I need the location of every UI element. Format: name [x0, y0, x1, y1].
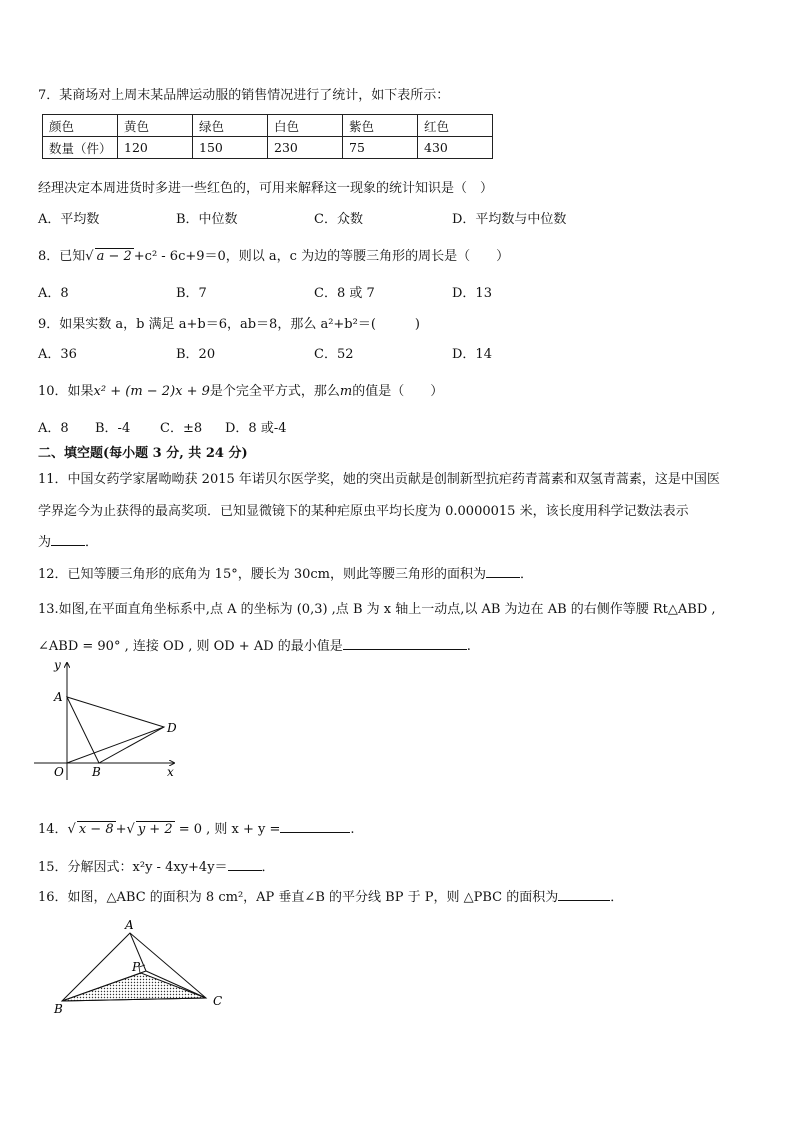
answer-blank: [558, 888, 610, 901]
sqrt-expression: √ a − 2: [85, 249, 132, 264]
q15-stem: [38, 856, 275, 875]
table-cell: 黄色: [118, 115, 193, 137]
label-p: P: [132, 960, 141, 974]
q13-line1: 13.如图,在平面直角坐标系中,点 A 的坐标为 (0,3) ,点 B 为 x 轴上一动点,以 AB 为边在 AB 的右侧作等腰 Rt△ABD ,: [38, 602, 716, 617]
answer-blank: [343, 637, 467, 650]
q9-option-d: D．14: [452, 347, 492, 362]
label-a: A: [54, 690, 63, 704]
shaded-triangle-pbc: [62, 973, 206, 1001]
section-heading: 二、填空题(每小题 3 分, 共 24 分): [38, 446, 248, 461]
q11-line3-b: ．: [85, 535, 99, 550]
q16-text: 16．如图，△ABC 的面积为 8 cm²，AP 垂直∠B 的平分线 BP 于 P，则 △PBC 的面积为: [38, 890, 559, 905]
q7-question: 经理决定本周进货时多进一些红色的，可用来解释这一现象的统计知识是（ ）: [38, 181, 494, 196]
q8-option-b: B．7: [176, 286, 207, 301]
q10-stem: [38, 380, 443, 399]
q9-option-a: A．36: [38, 347, 77, 362]
label-x: x: [167, 765, 174, 779]
label-a: A: [125, 918, 134, 932]
q13-end: .: [466, 639, 471, 654]
q11-line3: [38, 531, 98, 550]
q9-option-b: B．20: [176, 347, 216, 362]
q14-eq: = 0 , 则 x + y =: [178, 822, 281, 837]
q15-end: ．: [261, 860, 275, 875]
label-c: C: [213, 994, 223, 1008]
q8-radicand: a − 2: [96, 249, 132, 264]
label-d: D: [167, 721, 177, 735]
table-cell: 白色: [268, 115, 343, 137]
q7-option-d: D．平均数与中位数: [452, 212, 567, 227]
sqrt-expression: √ y + 2: [126, 822, 173, 837]
label-y: y: [54, 658, 61, 672]
table-cell: 红色: [418, 115, 493, 137]
q7-option-a: A．平均数: [38, 212, 100, 227]
table-cell: 430: [418, 137, 493, 159]
q11-line2: 学界迄今为止获得的最高奖项．已知显微镜下的某种疟原虫平均长度为 0.0000015 米，该长度用科学记数法表示: [38, 504, 689, 519]
q13-line2-text: ∠ABD = 90° , 连接 OD , 则 OD + AD 的最小值是: [38, 639, 343, 654]
q8-stem: [38, 245, 509, 264]
label-b: B: [92, 765, 101, 779]
q13-figure: [34, 655, 194, 785]
q9-option-c: C．52: [314, 347, 354, 362]
segment-od: [67, 727, 164, 763]
q10-option-d: D．8 或-4: [225, 421, 287, 436]
q16-figure: [46, 915, 246, 1020]
q8-option-c: C．8 或 7: [314, 286, 375, 301]
table-cell: 150: [193, 137, 268, 159]
q8-rest: +c² - 6c+9＝0，则以 a，c 为边的等腰三角形的周长是（ ）: [133, 249, 510, 264]
q10-rest: 是个完全平方式，那么: [209, 384, 340, 399]
q11-line3-a: 为: [38, 535, 52, 550]
q7-stem: 7．某商场对上周末某品牌运动服的销售情况进行了统计，如下表所示：: [38, 88, 450, 103]
q15-text: 15．分解因式：x²y - 4xy+4y＝: [38, 860, 228, 875]
table-cell: 230: [268, 137, 343, 159]
q14-plus: +: [115, 822, 127, 837]
q10-tail: 的值是（ ）: [352, 384, 444, 399]
table-cell: 紫色: [343, 115, 418, 137]
q12-stem: [38, 563, 533, 582]
q8-option-a: A．8: [38, 286, 69, 301]
q8-num: 8．已知: [38, 249, 86, 264]
q14-num: 14．: [38, 822, 68, 837]
table-row: [43, 115, 493, 137]
q10-expression: x² + (m − 2)x + 9: [93, 384, 210, 399]
answer-blank: [228, 858, 262, 871]
q14-stem: [38, 818, 355, 837]
q13-line2: [38, 635, 471, 654]
label-b: B: [54, 1002, 63, 1016]
table-cell: 数量（件）: [43, 137, 118, 159]
q10-option-a: A．8: [38, 421, 69, 436]
q11-line1: 11．中国女药学家屠呦呦获 2015 年诺贝尔医学奖，她的突出贡献是创制新型抗疟药青蒿素和双氢青蒿素，这是中国医: [38, 472, 720, 487]
q10-option-b: B．-4: [95, 421, 131, 436]
q14-radicand-2: y + 2: [137, 822, 173, 837]
table-cell: 120: [118, 137, 193, 159]
sales-table: [42, 114, 493, 159]
q8-option-d: D．13: [452, 286, 492, 301]
table-cell: 绿色: [193, 115, 268, 137]
answer-blank: [51, 533, 85, 546]
q12-text: 12．已知等腰三角形的底角为 15°，腰长为 30cm，则此等腰三角形的面积为: [38, 567, 486, 582]
q10-option-c: C．±8: [160, 421, 203, 436]
table-row: [43, 137, 493, 159]
table-cell: 75: [343, 137, 418, 159]
sqrt-expression: √ x − 8: [67, 822, 114, 837]
q10-var: m: [339, 384, 353, 399]
q7-option-b: B．中位数: [176, 212, 238, 227]
q10-num: 10．如果: [38, 384, 94, 399]
q16-end: ．: [610, 890, 624, 905]
q12-end: ．: [520, 567, 534, 582]
q14-end: .: [350, 822, 355, 837]
answer-blank: [486, 565, 520, 578]
q14-radicand-1: x − 8: [78, 822, 114, 837]
q7-option-c: C．众数: [314, 212, 363, 227]
answer-blank: [280, 820, 350, 833]
q9-stem: 9．如果实数 a，b 满足 a+b＝6，ab＝8，那么 a²+b²＝( ): [38, 317, 420, 332]
q16-stem: [38, 886, 623, 905]
triangle-abd: [67, 697, 164, 763]
label-o: O: [54, 765, 64, 779]
table-cell: 颜色: [43, 115, 118, 137]
